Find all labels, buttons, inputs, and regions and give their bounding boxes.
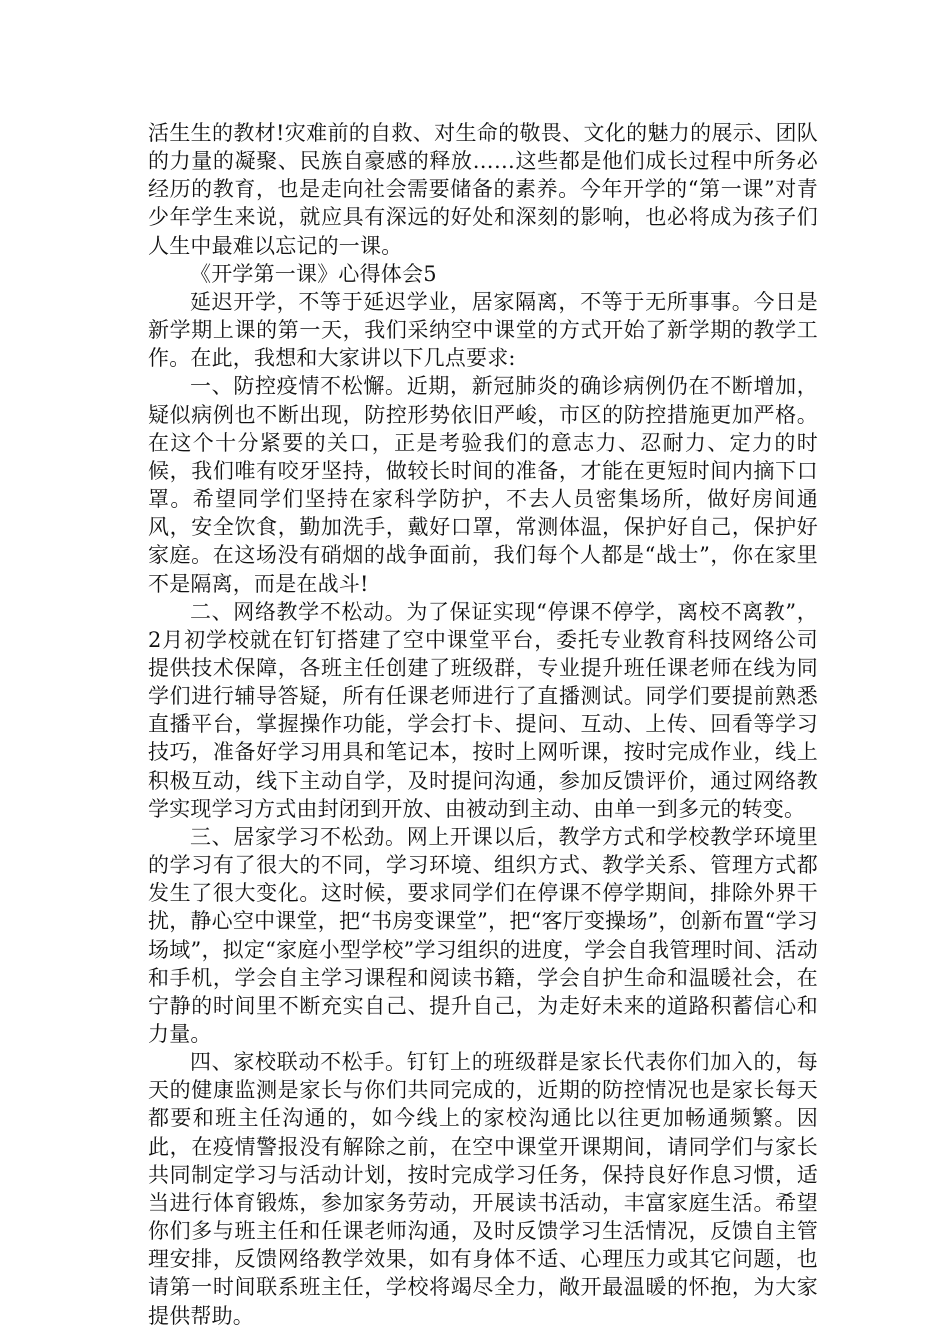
paragraph-point-4: 四、家校联动不松手。钉钉上的班级群是家长代表你们加入的，每天的健康监测是家长与你们共同完成的，近期的防控情况也是家长每天都要和班主任沟通的，如今线上的家校沟通比以往更加畅通频繁。因此，在疫情警报没有解除之前，在空中课堂开课期间，请同学们与家长共同制定学习与活动计划，按时完成学习任务，保持良好作息习惯，适当进行体育锻炼，参加家务劳动，开展读书活动，丰富家庭生活。希望你们多与班主任和任课老师沟通，及时反馈学习生活情况，反馈自主管理安排，反馈网络教学效果，如有身体不适、心理压力或其它问题，也请第一时间联系班主任，学校将竭尽全力，敞开最温暖的怀抱，为大家提供帮助。 — [148, 1050, 818, 1328]
paragraph-point-1: 一、防控疫情不松懈。近期，新冠肺炎的确诊病例仍在不断增加，疑似病例也不断出现，防控形势依旧严峻，市区的防控措施更加严格。在这个十分紧要的关口，正是考验我们的意志力、忍耐力、定力的时候，我们唯有咬牙坚持，做较长时间的准备，才能在更短时间内摘下口罩。希望同学们坚持在家科学防护，不去人员密集场所，做好房间通风，安全饮食，勤加洗手，戴好口罩，常测体温，保护好自己，保护好家庭。在这场没有硝烟的战争面前，我们每个人都是“战士”，你在家里不是隔离，而是在战斗! — [148, 374, 818, 596]
paragraph-intro-continuation: 活生生的教材!灾难前的自救、对生命的敬畏、文化的魅力的展示、团队的力量的凝聚、民族自豪感的释放……这些都是他们成长过程中所务必经历的教育，也是走向社会需要储备的素养。今年开学的“第一课”对青少年学生来说，就应具有深远的好处和深刻的影响，也必将成为孩子们人生中最难以忘记的一课。 — [148, 121, 818, 258]
paragraph-point-3: 三、居家学习不松劲。网上开课以后，教学方式和学校教学环境里的学习有了很大的不同，学习环境、组织方式、教学关系、管理方式都发生了很大变化。这时候，要求同学们在停课不停学期间，排除外界干扰，静心空中课堂，把“书房变课堂”，把“客厅变操场”，创新布置“学习场域”，拟定“家庭小型学校”学习组织的进度，学会自我管理时间、活动和手机，学会自主学习课程和阅读书籍，学会自护生命和温暖社会，在宁静的时间里不断充实自己、提升自己，为走好未来的道路积蓄信心和力量。 — [148, 824, 818, 1046]
paragraph-point-2: 二、网络教学不松动。为了保证实现“停课不停学，离校不离教”，2月初学校就在钉钉搭建了空中课堂平台，委托专业教育科技网络公司提供技术保障，各班主任创建了班级群，专业提升班任课老师在线为同学们进行辅导答疑，所有任课老师进行了直播测试。同学们要提前熟悉直播平台，掌握操作功能，学会打卡、提问、互动、上传、回看等学习技巧，准备好学习用具和笔记本，按时上网听课，按时完成作业，线上积极互动，线下主动自学，及时提问沟通，参加反馈评价，通过网络教学实现学习方式由封闭到开放、由被动到主动、由单一到多元的转变。 — [148, 599, 818, 821]
document-body — [148, 119, 818, 1330]
section-heading: 《开学第一课》心得体会5 — [190, 261, 437, 286]
paragraph-opening: 延迟开学，不等于延迟学业，居家隔离，不等于无所事事。今日是新学期上课的第一天，我们采纳空中课堂的方式开始了新学期的教学工作。在此，我想和大家讲以下几点要求: — [148, 289, 818, 371]
